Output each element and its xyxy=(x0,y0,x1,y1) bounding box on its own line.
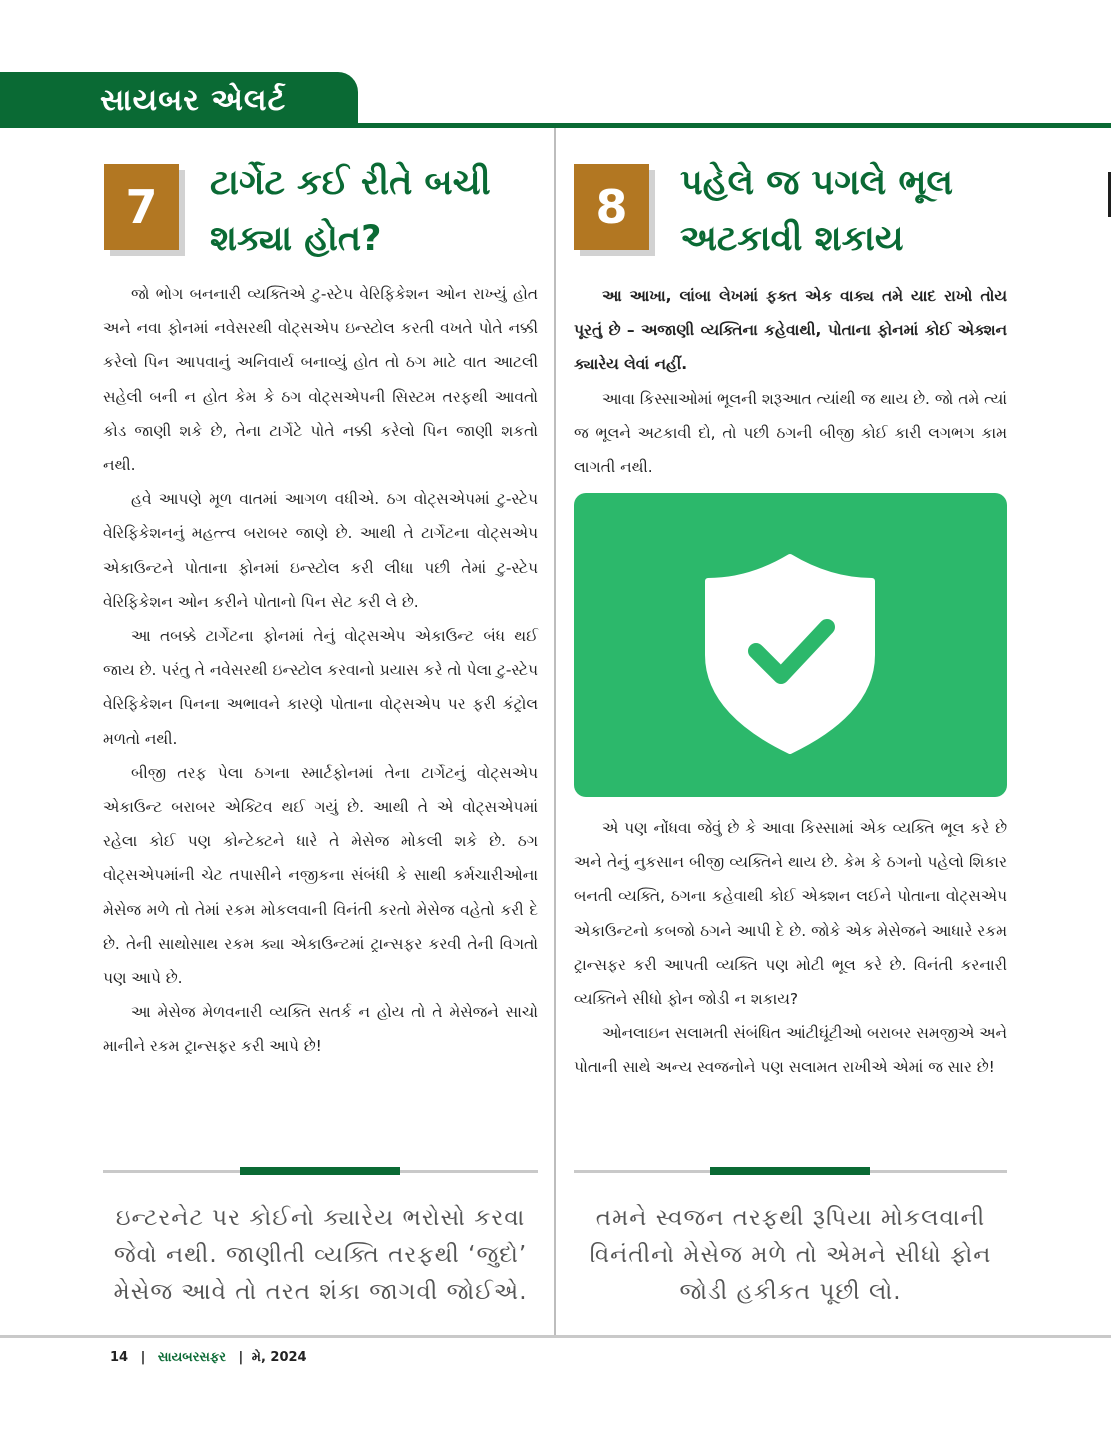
paragraph: ઓનલાઇન સલામતી સંબંધિત આંટીઘૂંટીઓ બરાબર સમજીએ અને પોતાની સાથે અન્ય સ્વજનોને પણ સલામત રાખીએ એમાં જ સાર છે! xyxy=(574,1024,1007,1077)
quote-accent-bar xyxy=(710,1167,870,1175)
section-title-line: પહેલે જ પગલે ભૂલ xyxy=(680,163,953,203)
key-message: આ આખા, લાંબા લેખમાં ફક્ત એક વાક્ય તમે યાદ રાખો તોય પૂરતું છે – અજાણી વ્યક્તિના કહેવાથી, પોતાના ફોનમાં કોઈ એક્શન ક્યારેય લેવાં નહીં. xyxy=(574,287,1007,374)
paragraph: આવા કિસ્સાઓમાં ભૂલની શરૂઆત ત્યાંથી જ થાય છે. જો તમે ત્યાં જ ભૂલને અટકાવી દો, તો પછી ઠગની બીજી કોઈ કારી લગભગ કામ લાગતી નથી. xyxy=(574,389,1007,477)
article-body-right-bottom xyxy=(574,811,1007,1085)
section-number-badge: 8 xyxy=(574,164,649,250)
page-footer xyxy=(110,1350,307,1365)
paragraph: બીજી તરફ પેલા ઠગના સ્માર્ટફોનમાં તેના ટાર્ગેટનું વોટ્સએપ એકાઉન્ટ બરાબર એક્ટિવ થઈ ગયું છે. આથી તે એ વોટ્સએપમાં રહેલા કોઈ પણ કોન્ટેક્ટને ધારે તે મેસેજ મોકલી શકે છે. ઠગ વોટ્સએપમાંની ચેટ તપાસીને નજીકના સંબંધી કે સાથી કર્મચારીઓના મેસેજ મળે તો તેમાં રકમ મોકલવાની વિનંતી કરતો મેસેજ વહેતો કરી દે છે. તેની સાથોસાથ રકમ ક્યા એકાઉન્ટમાં ટ્રાન્સફર કરવી તેની વિગતો પણ આપે છે. xyxy=(103,763,538,988)
footer-separator: | xyxy=(140,1350,146,1365)
article-body-right-top xyxy=(574,279,1007,484)
issue-date: મે, 2024 xyxy=(251,1350,307,1365)
section-title-line: અટકાવી શકાય xyxy=(680,219,904,259)
section-title-line: શક્યા હોત? xyxy=(210,219,382,259)
footer-separator: | xyxy=(238,1350,244,1365)
shield-check-icon xyxy=(574,493,1007,797)
paragraph: આ મેસેજ મેળવનારી વ્યક્તિ સતર્ક ન હોય તો તે મેસેજને સાચો માનીને રકમ ટ્રાન્સફર કરી આપે છે! xyxy=(103,1003,538,1056)
paragraph: આ તબક્કે ટાર્ગેટના ફોનમાં તેનું વોટ્સએપ એકાઉન્ટ બંધ થઈ જાય છે. પરંતુ તે નવેસરથી ઇન્સ્ટોલ કરવાનો પ્રયાસ કરે તો પેલા ટુ-સ્ટેપ વેરિફિકેશન પિનના અભાવને કારણે પોતાના વોટ્સએપ પર ફરી કંટ્રોલ મળતો નથી. xyxy=(103,627,538,748)
section-number-badge: 7 xyxy=(104,164,179,250)
footer-rule xyxy=(0,1335,1111,1338)
article-body-left xyxy=(103,277,538,1064)
section-title-line: ટાર્ગેટ કઈ રીતે બચી xyxy=(210,163,491,203)
paragraph: હવે આપણે મૂળ વાતમાં આગળ વધીએ. ઠગ વોટ્સએપમાં ટુ-સ્ટેપ વેરિફિકેશનનું મહત્ત્વ બરાબર જાણે છે. આથી તે ટાર્ગેટના વોટ્સએપ એકાઉન્ટને પોતાના ફોનમાં ઇન્સ્ટોલ કરી લીધા પછી તેમાં ટુ-સ્ટેપ વેરિફિકેશન ઓન કરીને પોતાનો પિન સેટ કરી લે છે. xyxy=(103,490,538,611)
section-header-title: સાયબર એલર્ટ xyxy=(100,82,287,118)
section-title-left xyxy=(210,155,491,267)
paragraph: એ પણ નોંધવા જેવું છે કે આવા કિસ્સામાં એક વ્યક્તિ ભૂલ કરે છે અને તેનું નુકસાન બીજી વ્યક્તિને થાય છે. કેમ કે ઠગનો પહેલો શિકાર બનતી વ્યક્તિ, ઠગના કહેવાથી કોઈ એક્શન લઈને પોતાના વોટ્સએપ એકાઉન્ટનો કબજો ઠગને આપી દે છે. જોકે એક મેસેજને આધારે રકમ ટ્રાન્સફર કરી આપતી વ્યક્તિ પણ મોટી ભૂલ કરે છે. વિનંતી કરનારી વ્યક્તિને સીધો ફોન જોડી ન શકાય? xyxy=(574,819,1007,1009)
shield-illustration xyxy=(574,493,1007,797)
section-header-tab xyxy=(0,72,358,128)
paragraph: જો ભોગ બનનારી વ્યક્તિએ ટુ-સ્ટેપ વેરિફિકેશન ઓન રાખ્યું હોત અને નવા ફોનમાં નવેસરથી વોટ્સએપ ઇન્સ્ટોલ કરતી વખતે પોતે નક્કી કરેલો પિન આપવાનું અનિવાર્ય બનાવ્યું હોત તો ઠગ માટે વાત આટલી સહેલી બની ન હોત કેમ કે ઠગ વોટ્સએપની સિસ્ટમ તરફથી આવતો કોડ જાણી શકે છે, તેના ટાર્ગેટે પોતે નક્કી કરેલો પિન જાણી શકતો નથી. xyxy=(103,285,538,475)
page-number: 14 xyxy=(110,1350,129,1365)
pull-quote-right: તમને સ્વજન તરફથી રૂપિયા મોકલવાની વિનંતીનો મેસેજ મળે તો એમને સીધો ફોન જોડી હકીકત પૂછી લો. xyxy=(589,1205,992,1305)
pull-quote-left: ઇન્ટરનેટ પર કોઈનો ક્યારેય ભરોસો કરવા જેવો નથી. જાણીતી વ્યક્તિ તરફથી ‘જુદો’ મેસેજ આવે તો તરત શંકા જાગવી જોઈએ. xyxy=(113,1205,528,1305)
column-divider xyxy=(554,128,556,1335)
section-title-right xyxy=(680,155,953,267)
quote-accent-bar xyxy=(240,1167,400,1175)
magazine-name: સાયબરસફર xyxy=(157,1350,226,1365)
